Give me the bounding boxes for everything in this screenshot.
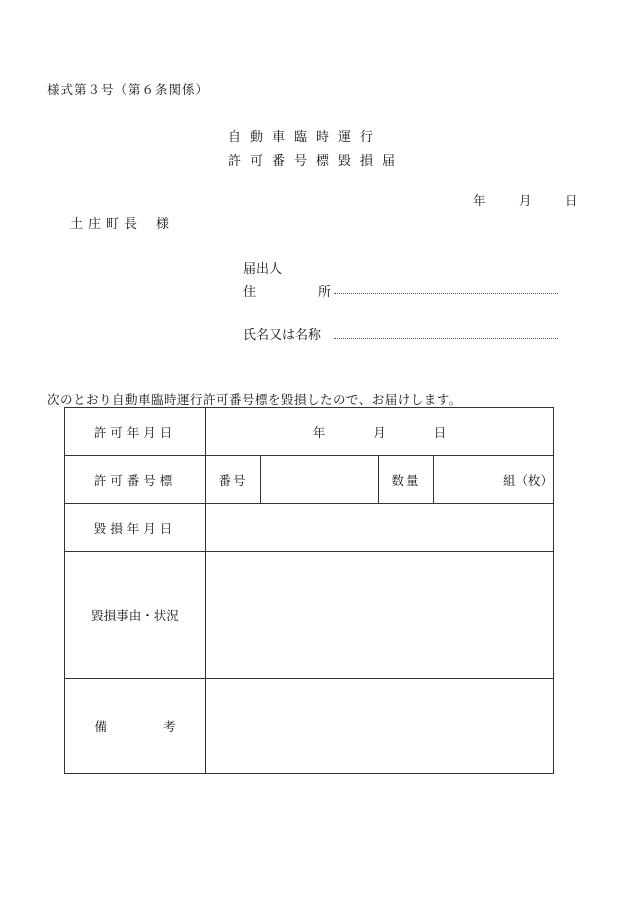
quantity-label: 数量 [379,456,434,504]
table-row-damage-reason [65,552,554,679]
permit-date-year: 年 [312,424,326,440]
document-title-line2: 許可番号標毀損届 [228,154,405,169]
address-label-char2: 所 [318,285,332,300]
permit-date-label: 許可年月日 [65,408,206,456]
permit-date-day: 日 [433,424,447,440]
damage-reason-field[interactable] [206,552,554,679]
address-field[interactable] [334,293,558,294]
date-year-label: 年 [473,193,486,208]
table-row-plate [65,456,554,504]
statement-text: 次のとおり自動車臨時運行許可番号標を毀損したので、お届けします。 [47,392,462,407]
permit-date-field[interactable] [206,408,554,456]
table-row-remarks [65,679,554,774]
damage-report-table [64,407,554,774]
address-label [243,281,332,300]
quantity-field[interactable] [434,456,554,504]
date-month-label: 月 [519,193,532,208]
plate-number-field[interactable] [261,456,379,504]
plate-label: 許可番号標 [65,456,206,504]
document-title-line1: 自動車臨時運行 [228,130,383,145]
form-number: 様式第３号（第６条関係） [47,82,210,97]
damage-date-field[interactable] [206,504,554,552]
remarks-field[interactable] [206,679,554,774]
table-row-permit-date [65,408,554,456]
table-row-damage-date [65,504,554,552]
damage-date-label: 毀損年月日 [65,504,206,552]
name-label: 氏名又は名称 [243,328,322,343]
quantity-unit: 組（枚） [503,472,554,488]
remarks-label-char2: 考 [163,719,176,734]
remarks-label-char1: 備 [94,719,107,734]
damage-reason-label: 毀損事由・状況 [65,552,206,679]
plate-number-label: 番号 [206,456,261,504]
date-day-label: 日 [565,193,578,208]
remarks-label [65,679,206,774]
addressee-name: 土庄町長 [70,217,143,232]
addressee [70,213,174,232]
permit-date-month: 月 [373,424,386,440]
submitter-label: 届出人 [243,262,283,277]
address-label-char1: 住 [243,285,257,300]
addressee-honorific: 様 [156,217,175,232]
name-field[interactable] [334,338,558,339]
